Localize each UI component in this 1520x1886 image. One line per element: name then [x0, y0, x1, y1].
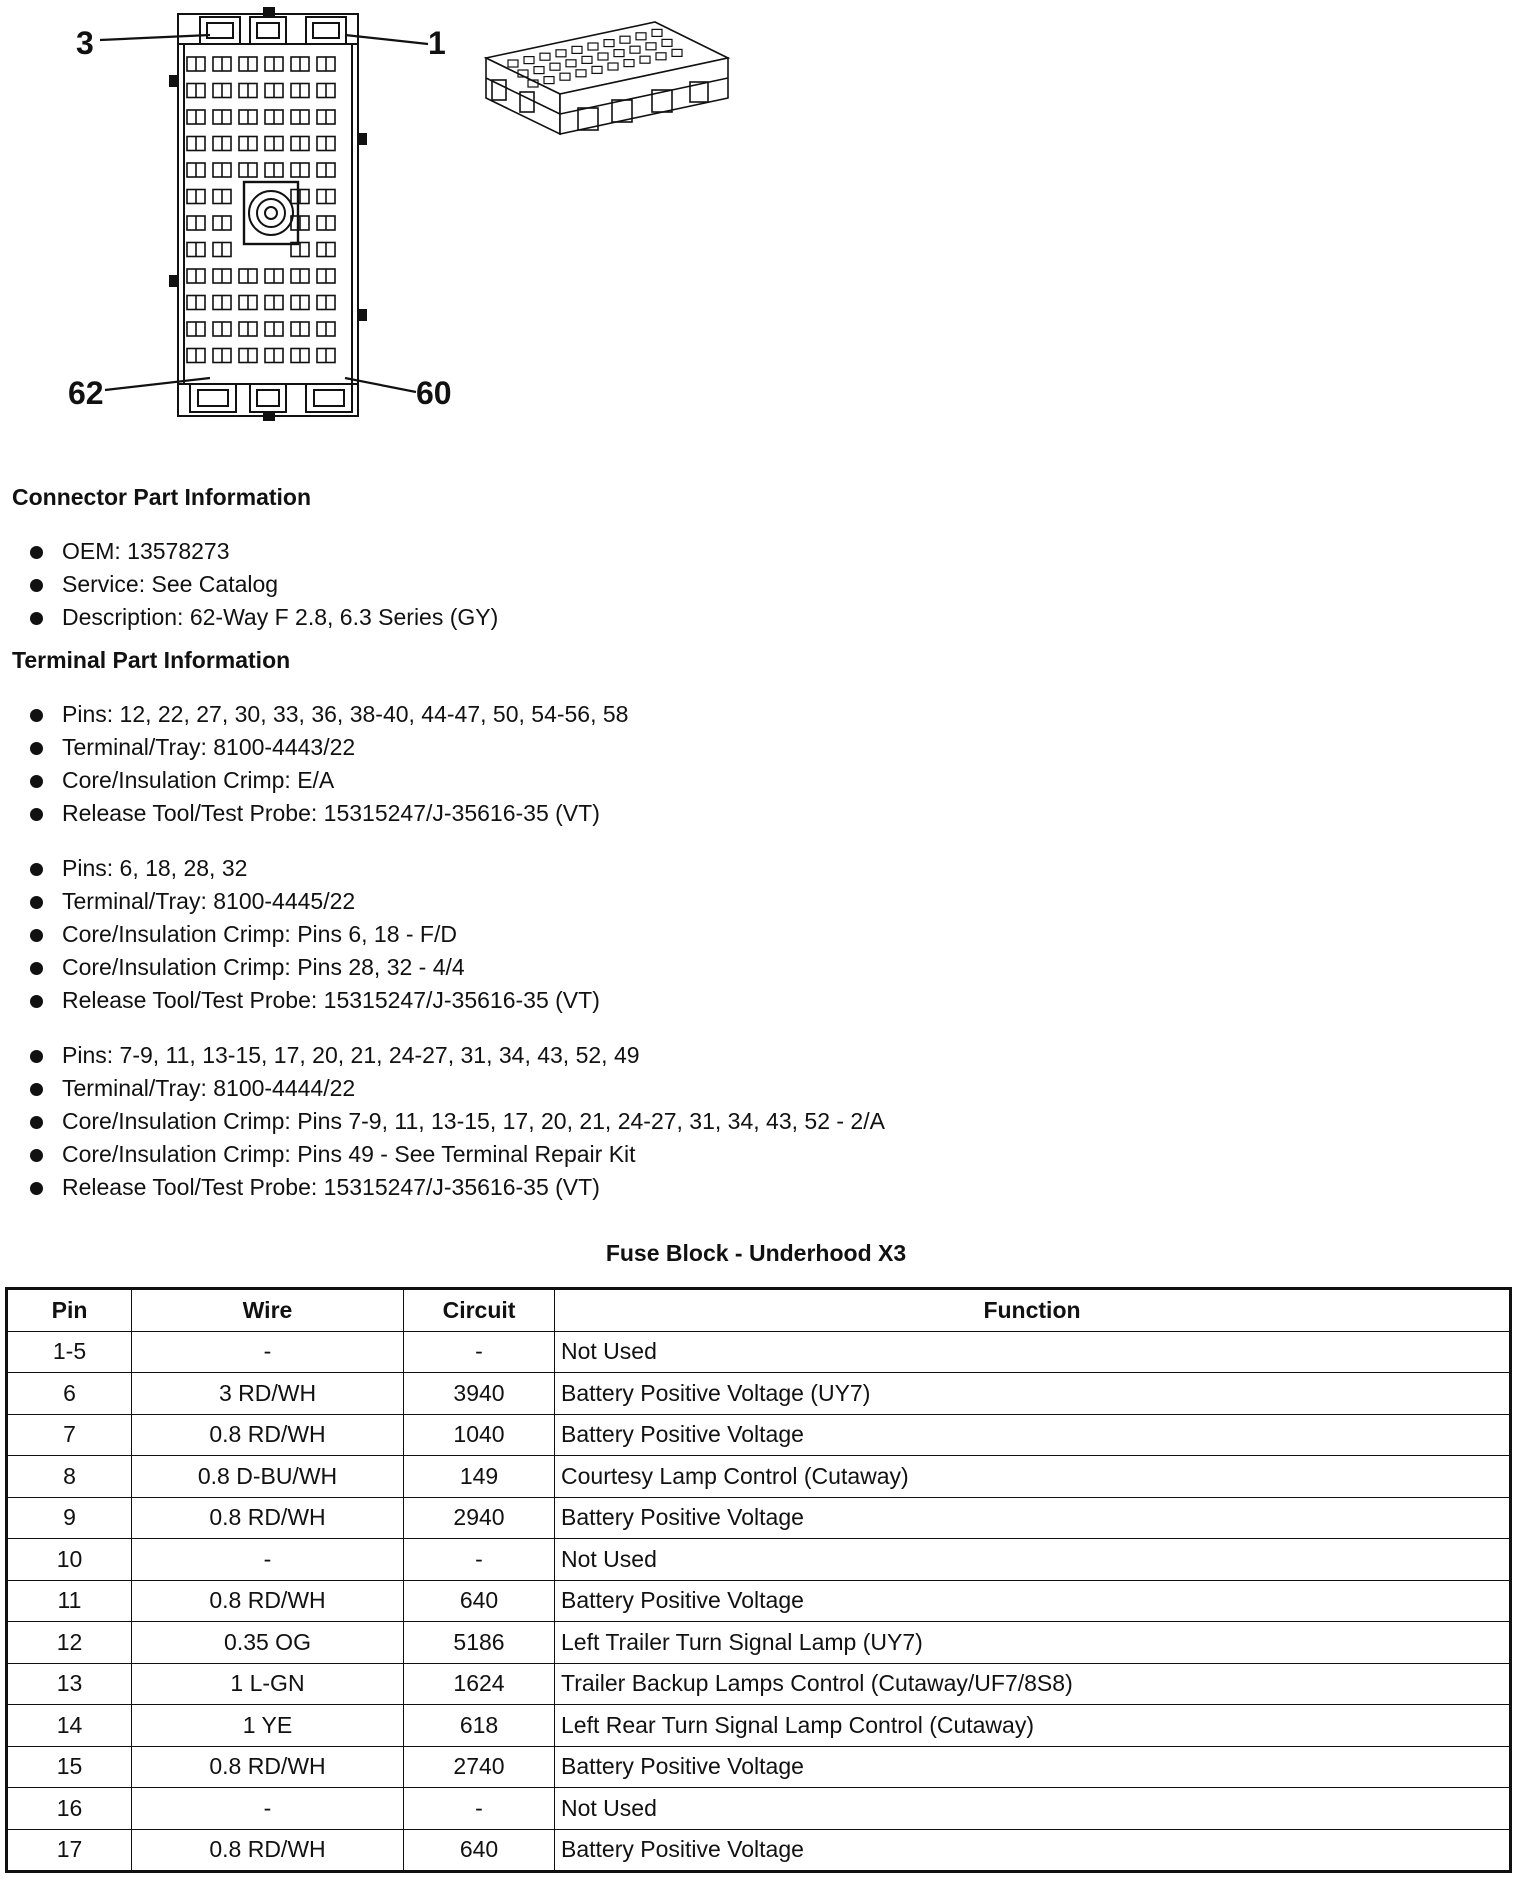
table-row [7, 1331, 1511, 1373]
list-item: Core/Insulation Crimp: Pins 28, 32 - 4/4 [28, 951, 600, 984]
cell-circuit: 3940 [404, 1373, 555, 1415]
cell-function: Left Trailer Turn Signal Lamp (UY7) [555, 1622, 1511, 1664]
table-row [7, 1705, 1511, 1747]
list-item: Release Tool/Test Probe: 15315247/J-35616-35 (VT) [28, 984, 600, 1017]
connector-diagram [0, 0, 760, 430]
cell-pin: 1-5 [7, 1331, 132, 1373]
callout-pin-1: 1 [428, 25, 446, 61]
connector-isometric-view [486, 22, 728, 134]
cell-circuit: 149 [404, 1456, 555, 1498]
table-row [7, 1788, 1511, 1830]
cell-wire: 0.8 RD/WH [132, 1414, 404, 1456]
cell-function: Battery Positive Voltage (UY7) [555, 1373, 1511, 1415]
cell-wire: 0.8 D-BU/WH [132, 1456, 404, 1498]
cell-wire: 0.8 RD/WH [132, 1580, 404, 1622]
list-item: Pins: 6, 18, 28, 32 [28, 852, 600, 885]
cell-pin: 12 [7, 1622, 132, 1664]
cell-wire: 0.35 OG [132, 1622, 404, 1664]
pinout-table [5, 1287, 1512, 1873]
table-row [7, 1456, 1511, 1498]
list-item: Description: 62-Way F 2.8, 6.3 Series (GY) [28, 601, 498, 634]
cell-circuit: - [404, 1331, 555, 1373]
table-row [7, 1663, 1511, 1705]
cell-wire: - [132, 1331, 404, 1373]
connector-face [170, 8, 366, 420]
cell-circuit: 640 [404, 1580, 555, 1622]
terminal-group-3 [28, 1039, 885, 1204]
cell-pin: 13 [7, 1663, 132, 1705]
column-header-function: Function [555, 1289, 1511, 1332]
list-item: Release Tool/Test Probe: 15315247/J-35616-35 (VT) [28, 1171, 885, 1204]
cell-function: Not Used [555, 1331, 1511, 1373]
cell-function: Battery Positive Voltage [555, 1580, 1511, 1622]
table-header-row [7, 1289, 1511, 1332]
cell-function: Courtesy Lamp Control (Cutaway) [555, 1456, 1511, 1498]
callout-pin-62: 62 [68, 375, 104, 411]
cell-pin: 9 [7, 1497, 132, 1539]
table-row [7, 1539, 1511, 1581]
cell-wire: - [132, 1539, 404, 1581]
cell-function: Not Used [555, 1788, 1511, 1830]
cell-circuit: 618 [404, 1705, 555, 1747]
table-row [7, 1746, 1511, 1788]
list-item: Pins: 12, 22, 27, 30, 33, 36, 38-40, 44-47, 50, 54-56, 58 [28, 698, 628, 731]
list-item: Terminal/Tray: 8100-4445/22 [28, 885, 600, 918]
cell-pin: 15 [7, 1746, 132, 1788]
connector-part-info-title: Connector Part Information [12, 484, 312, 510]
cell-wire: 0.8 RD/WH [132, 1497, 404, 1539]
table-row [7, 1373, 1511, 1415]
cell-circuit: 1040 [404, 1414, 555, 1456]
leader-lines [100, 35, 428, 392]
cavity-grid [187, 57, 335, 363]
cell-pin: 17 [7, 1829, 132, 1872]
terminal-part-info-title: Terminal Part Information [12, 647, 291, 673]
callout-pin-60: 60 [416, 375, 452, 411]
callout-pin-3: 3 [76, 25, 94, 61]
cell-wire: 1 YE [132, 1705, 404, 1747]
cell-pin: 10 [7, 1539, 132, 1581]
table-row [7, 1497, 1511, 1539]
cell-circuit: 5186 [404, 1622, 555, 1664]
table-row [7, 1622, 1511, 1664]
cell-pin: 11 [7, 1580, 132, 1622]
cell-function: Trailer Backup Lamps Control (Cutaway/UF7/8S8) [555, 1663, 1511, 1705]
cell-function: Not Used [555, 1539, 1511, 1581]
table-row [7, 1829, 1511, 1872]
cell-wire: 1 L-GN [132, 1663, 404, 1705]
cell-pin: 14 [7, 1705, 132, 1747]
column-header-pin: Pin [7, 1289, 132, 1332]
list-item: Core/Insulation Crimp: Pins 49 - See Terminal Repair Kit [28, 1138, 885, 1171]
column-header-wire: Wire [132, 1289, 404, 1332]
list-item: Core/Insulation Crimp: E/A [28, 764, 628, 797]
list-item: Terminal/Tray: 8100-4443/22 [28, 731, 628, 764]
cell-function: Battery Positive Voltage [555, 1414, 1511, 1456]
cell-wire: 3 RD/WH [132, 1373, 404, 1415]
cell-circuit: - [404, 1788, 555, 1830]
list-item: OEM: 13578273 [28, 535, 498, 568]
list-item: Terminal/Tray: 8100-4444/22 [28, 1072, 885, 1105]
table-body [7, 1331, 1511, 1872]
cell-circuit: 1624 [404, 1663, 555, 1705]
cell-pin: 7 [7, 1414, 132, 1456]
cell-circuit: 2940 [404, 1497, 555, 1539]
cell-wire: 0.8 RD/WH [132, 1829, 404, 1872]
cell-function: Battery Positive Voltage [555, 1497, 1511, 1539]
cell-wire: 0.8 RD/WH [132, 1746, 404, 1788]
cell-function: Battery Positive Voltage [555, 1746, 1511, 1788]
connector-part-info-list [28, 535, 498, 634]
cell-pin: 8 [7, 1456, 132, 1498]
column-header-circuit: Circuit [404, 1289, 555, 1332]
list-item: Service: See Catalog [28, 568, 498, 601]
cell-pin: 6 [7, 1373, 132, 1415]
list-item: Pins: 7-9, 11, 13-15, 17, 20, 21, 24-27, 31, 34, 43, 52, 49 [28, 1039, 885, 1072]
cell-circuit: 2740 [404, 1746, 555, 1788]
table-title: Fuse Block - Underhood X3 [605, 1240, 907, 1266]
table-row [7, 1414, 1511, 1456]
terminal-group-1 [28, 698, 628, 830]
list-item: Core/Insulation Crimp: Pins 7-9, 11, 13-15, 17, 20, 21, 24-27, 31, 34, 43, 52 - 2/A [28, 1105, 885, 1138]
cell-circuit: - [404, 1539, 555, 1581]
table-row [7, 1580, 1511, 1622]
cell-pin: 16 [7, 1788, 132, 1830]
cell-function: Left Rear Turn Signal Lamp Control (Cutaway) [555, 1705, 1511, 1747]
terminal-group-2 [28, 852, 600, 1017]
cell-wire: - [132, 1788, 404, 1830]
cell-function: Battery Positive Voltage [555, 1829, 1511, 1872]
list-item: Core/Insulation Crimp: Pins 6, 18 - F/D [28, 918, 600, 951]
list-item: Release Tool/Test Probe: 15315247/J-35616-35 (VT) [28, 797, 628, 830]
cell-circuit: 640 [404, 1829, 555, 1872]
